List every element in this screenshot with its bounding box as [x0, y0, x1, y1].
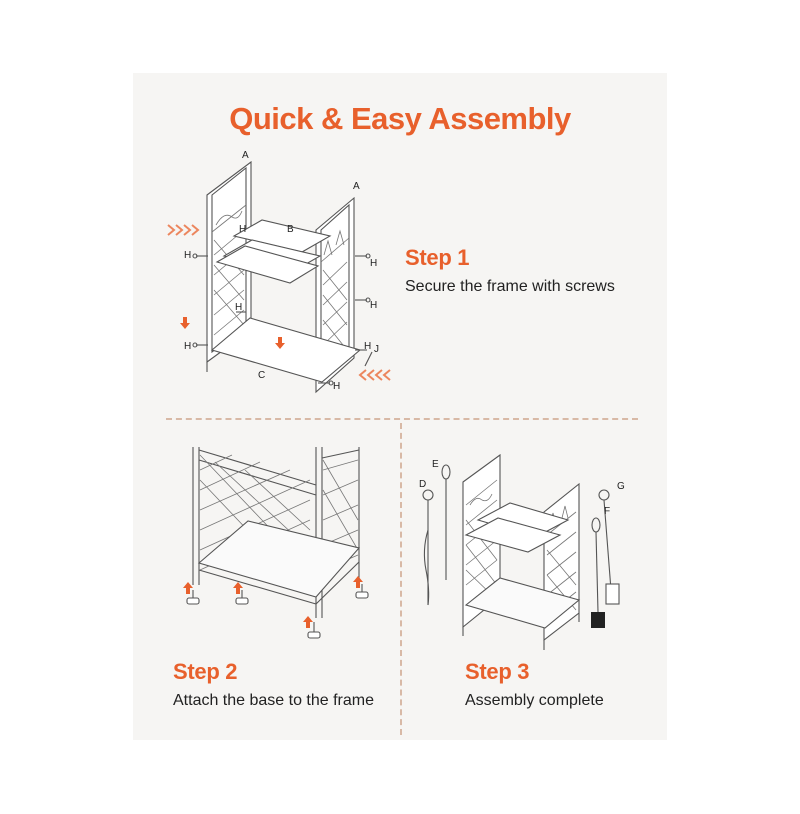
step-1-title: Step 1 — [405, 245, 470, 270]
step-3-description: Assembly complete — [465, 692, 604, 709]
assembled-rack — [463, 455, 579, 650]
label-a-right: A — [353, 181, 360, 192]
step-3-title: Step 3 — [465, 659, 530, 684]
label-h-3: H — [370, 258, 378, 269]
page-title: Quick & Easy Assembly — [229, 101, 571, 136]
label-d: D — [419, 479, 427, 490]
label-h-5: H — [235, 302, 243, 313]
label-j: J — [374, 344, 379, 355]
label-h-7: H — [364, 341, 372, 352]
label-h-2: H — [184, 250, 192, 261]
label-g: G — [617, 481, 625, 492]
label-a-left: A — [242, 150, 249, 161]
label-h-4: H — [370, 300, 378, 311]
label-f: F — [604, 506, 611, 517]
label-h-8: H — [333, 381, 341, 392]
label-e: E — [432, 459, 439, 470]
label-h-1: H — [239, 224, 247, 235]
step-1-description: Secure the frame with screws — [405, 278, 615, 295]
step-2-title: Step 2 — [173, 659, 238, 684]
step-2-description: Attach the base to the frame — [173, 692, 375, 709]
label-h-6: H — [184, 341, 192, 352]
label-c: C — [258, 370, 266, 381]
label-b: B — [287, 224, 294, 235]
